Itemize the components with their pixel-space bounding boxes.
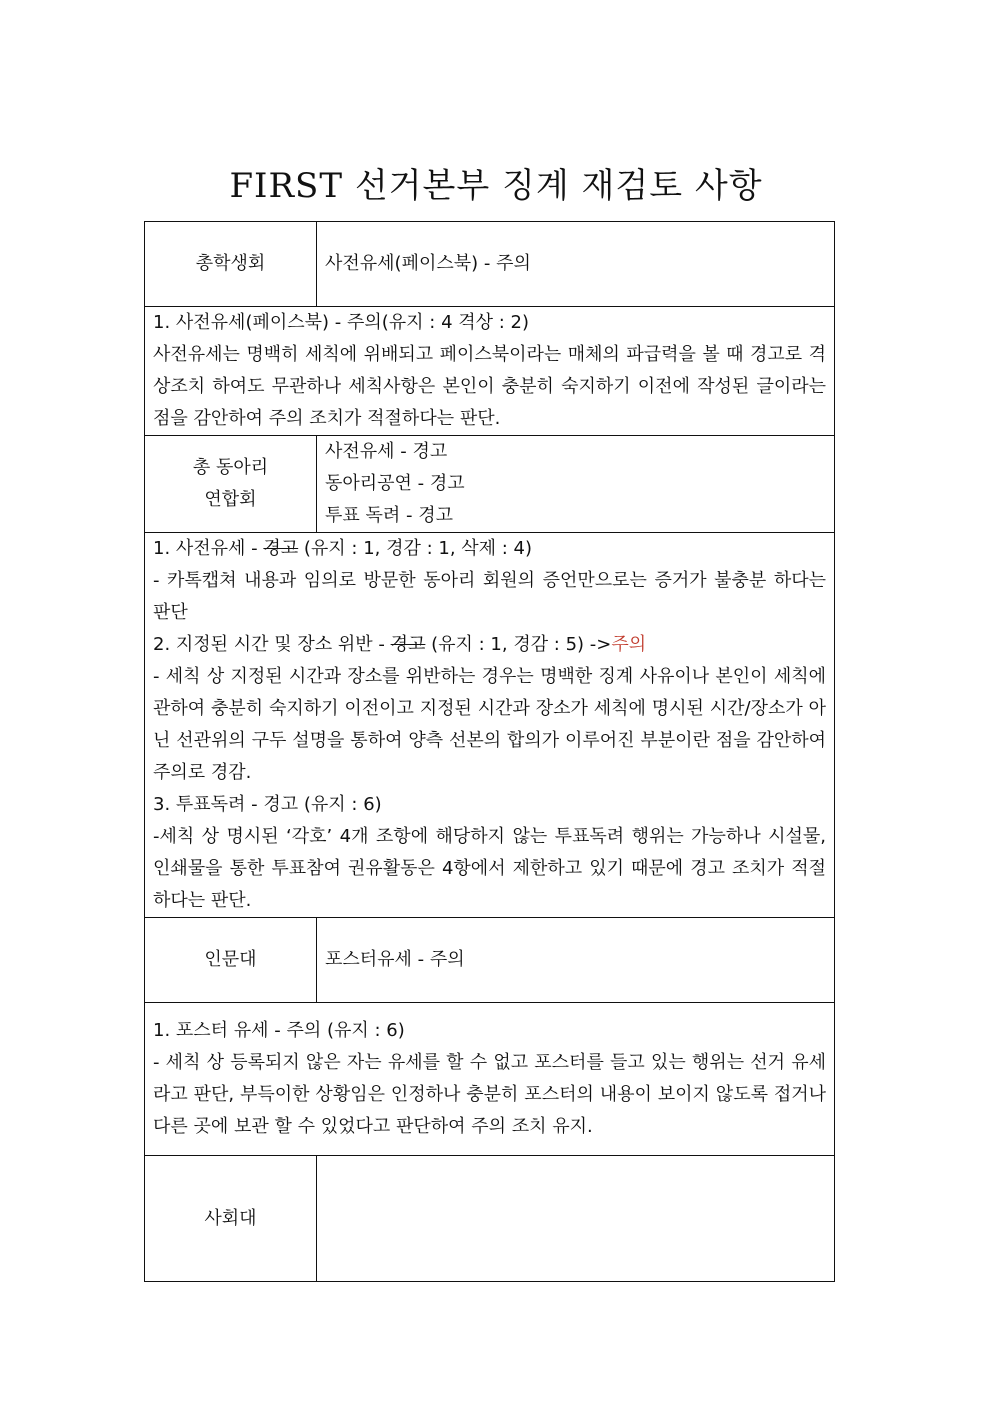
section-row-social-sciences bbox=[145, 1156, 835, 1282]
section-row-club-union bbox=[145, 436, 835, 533]
item-1-heading: 1. 사전유세 - 경고 (유지 : 1, 경감 : 1, 삭제 : 4) bbox=[153, 538, 533, 559]
penalty-summary bbox=[317, 1156, 835, 1282]
section-row-humanities bbox=[145, 918, 835, 1003]
struck-penalty: 경고 bbox=[263, 538, 299, 559]
review-detail: 1. 사전유세(페이스북) - 주의(유지 : 4 격상 : 2) 사전유세는 명백히 세칙에 위배되고 페이스북이라는 매체의 파급력을 볼 때 경고로 격상조치 하여도 무관하나 세칙사항은 본인이 충분히 숙지하기 이전에 작성된 글이라는 점을 감안하여 주의 조치가 적절하다는 판단. bbox=[145, 307, 835, 436]
struck-penalty: 경고 bbox=[390, 634, 426, 655]
review-detail: 1. 포스터 유세 - 주의 (유지 : 6) - 세칙 상 등록되지 않은 자는 유세를 할 수 없고 포스터를 들고 있는 행위는 선거 유세라고 판단, 부득이한 상황임은 인정하나 충분히 포스터의 내용이 보이지 않도록 접거나 다른 곳에 보관 할 수 있었다고 판단하여 주의 조치 유지. bbox=[145, 1003, 835, 1156]
org-label: 총학생회 bbox=[145, 222, 317, 307]
item-3-heading: 3. 투표독려 - 경고 (유지 : 6) bbox=[153, 794, 382, 815]
penalty-summary: 포스터유세 - 주의 bbox=[317, 918, 835, 1003]
item-2-heading: 2. 지정된 시간 및 장소 위반 - 경고 (유지 : 1, 경감 : 5) ->주의 bbox=[153, 634, 647, 655]
review-table bbox=[144, 221, 835, 1282]
item-1-desc: - 카톡캡쳐 내용과 임의로 방문한 동아리 회원의 증언만으로는 증거가 불충분 하다는 판단 bbox=[153, 570, 826, 623]
item-3-desc: -세칙 상 명시된 ‘각호’ 4개 조항에 해당하지 않는 투표독려 행위는 가능하나 시설물, 인쇄물을 통한 투표참여 권유활동은 4항에서 제한하고 있기 때문에 경고 조치가 적절하다는 판단. bbox=[153, 826, 826, 911]
penalty-summary: 사전유세(페이스북) - 주의 bbox=[317, 222, 835, 307]
org-label: 총 동아리 연합회 bbox=[145, 436, 317, 533]
section-row-student-council bbox=[145, 222, 835, 307]
review-detail bbox=[145, 533, 835, 918]
org-label: 사회대 bbox=[145, 1156, 317, 1282]
penalty-summary: 사전유세 - 경고 동아리공연 - 경고 투표 독려 - 경고 bbox=[317, 436, 835, 533]
detail-row-club-union bbox=[145, 533, 835, 918]
org-label: 인문대 bbox=[145, 918, 317, 1003]
detail-row-humanities bbox=[145, 1003, 835, 1156]
item-2-desc: - 세칙 상 지정된 시간과 장소를 위반하는 경우는 명백한 징계 사유이나 본인이 세칙에 관하여 충분히 숙지하기 이전이고 지정된 시간과 장소가 세칙에 명시된 시간/장소가 아닌 선관위의 구두 설명을 통하여 양측 선본의 합의가 이루어진 부분이란 점을 감안하여 주의로 경감. bbox=[153, 666, 826, 783]
revised-penalty: 주의 bbox=[611, 634, 647, 655]
page-title: FIRST 선거본부 징계 재검토 사항 bbox=[229, 166, 763, 206]
detail-row-student-council bbox=[145, 307, 835, 436]
